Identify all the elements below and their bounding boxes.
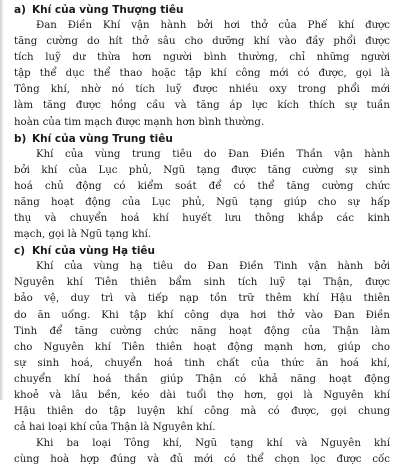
text-line: cả hai loại khí của Thận là Nguyên khí.: [14, 422, 216, 434]
text-line: cùng hoà hợp đúng và đủ mới có thể chọn lọc được cốc: [14, 454, 390, 466]
text-line: Khí của vùng hạ tiêu do Đan Điền Tinh vận hành bởi: [36, 261, 390, 273]
section-heading: [14, 2, 390, 18]
section-heading: [14, 131, 390, 147]
section-middle-burner: [14, 131, 390, 244]
text-line: tích luỹ dư thừa hơn người bình thường, chỉ những người: [14, 52, 390, 64]
section-lower-burner: [14, 243, 390, 468]
page-content: [14, 2, 390, 468]
text-line: bởi khí của Lục phủ, Ngũ tạng được tăng cường sự sinh: [14, 164, 390, 176]
section-marker: c): [14, 245, 26, 258]
text-line: Khi ba loại Tông khí, Ngũ tạng khí và Nguyên khí: [36, 438, 390, 450]
text-line: bảo vệ, duy trì và tiếp nạp tồn trữ thêm khí Hậu thiên: [14, 293, 390, 305]
text-line: tăng cường do hít thở sâu cho dưỡng khí vào đầy phổi được: [14, 36, 390, 48]
text-line: Tinh để tăng cường chức năng hoạt động của Thận làm: [14, 325, 390, 337]
text-line: năng hoạt động của Lục phủ, Ngũ tạng giúp cho sự hấp: [14, 196, 390, 208]
text-line: thụ và chuyển hoá khí huyết lưu thông khắp các kinh: [14, 213, 390, 225]
section-heading: [14, 243, 390, 259]
page-gutter-shadow: [0, 0, 4, 400]
section-marker: a): [14, 4, 26, 16]
section-title: Khí của vùng Trung tiêu: [32, 132, 173, 145]
text-line: hoàn của tim mạch được mạnh hơn bình thường.: [14, 116, 265, 128]
section-title: Khí của vùng Thượng tiêu: [32, 4, 184, 16]
text-line: sự sinh hoá, chuyển hoá tinh chất của thức ăn hoá khí,: [14, 357, 390, 369]
text-line: do ăn uống. Khi tập khí công dựa hơi thở vào Đan Điền: [14, 309, 390, 321]
section-title: Khí của vùng Hạ tiêu: [32, 245, 156, 258]
text-line: Tông khí, nhờ nó tích luỹ được nhiều oxy trong phổi mới: [14, 84, 390, 96]
text-line: chuyển khí hoá thần giúp Thận có khả năng hoạt động: [14, 373, 390, 385]
section-upper-burner: [14, 2, 390, 131]
text-line: mạch, gọi là Ngũ tạng khí.: [14, 229, 152, 241]
text-line: Hậu thiên do tập luyện khí công mà có được, gọi chung: [14, 406, 390, 418]
text-line: Đan Điền Khí vận hành bởi hơi thở của Phế khí được: [36, 20, 390, 31]
text-line: Nguyên khí Tiên thiên bẩm sinh tích luỹ tại Thận, được: [14, 277, 390, 289]
text-line: Khí của vùng trung tiêu do Đan Điền Thần vận hành: [36, 148, 390, 160]
text-line: làm tăng được hồng cầu và tăng áp lực kích thích sự tuần: [14, 100, 390, 112]
text-line: hoá chủ động có kiểm soát để có thể tăng cường chức: [14, 180, 390, 192]
text-line: tập thể dục thể thao hoặc tập khí công mới có được, gọi là: [14, 68, 390, 80]
section-marker: b): [14, 132, 27, 145]
text-line: khoẻ và lâu bền, kéo dài tuổi thọ hơn, gọi là Nguyên khí: [14, 389, 390, 401]
text-line: cho Nguyên khí Tiên thiên hoạt động mạnh hơn, giúp cho: [14, 341, 390, 353]
